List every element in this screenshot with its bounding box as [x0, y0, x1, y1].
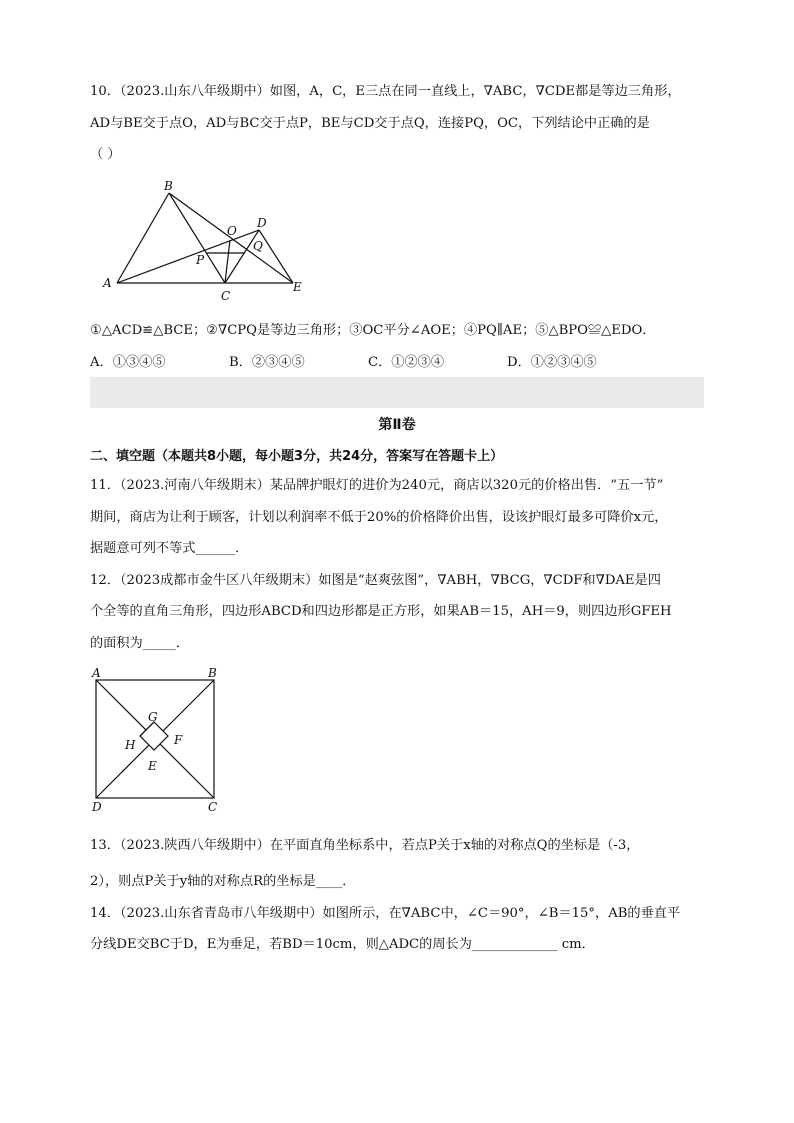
q12-figure [88, 666, 228, 816]
q12-line-3: 的面积为_____． [90, 636, 189, 651]
label-C: C [221, 289, 231, 303]
label-D: D [257, 216, 267, 230]
q13-line-1: 13．（2023.陕西八年级期中）在平面直角坐标系中，若点P关于x轴的对称点Q的坐标是（-3， [90, 838, 640, 853]
label-F: F [174, 733, 183, 747]
label-H: H [125, 738, 136, 752]
q10-line-3: （ ） [90, 147, 121, 162]
q10-option-a[interactable]: A．①③④⑤ [90, 355, 166, 370]
label-B: B [164, 179, 173, 193]
q11-line-1: 11．（2023.河南八年级期末）某品牌护眼灯的进价为240元，商店以320元的价格出售．“五一节” [90, 478, 664, 493]
seg-BC [169, 193, 225, 283]
q12-line-1: 12．（2023成都市金牛区八年级期末）如图是“赵爽弦图”，∇ABH，∇BCG，∇CDF和∇DAE是四 [90, 573, 661, 588]
label-G: G [148, 710, 158, 724]
q13-line-2: 2），则点P关于y轴的对称点R的坐标是____． [90, 874, 356, 889]
section-heading: 二、填空题（本题共8小题，每小题3分，共24分，答案写在答题卡上） [90, 449, 504, 464]
q12-line-2: 个全等的直角三角形，四边形ABCD和四边形都是正方形，如果AB＝15，AH＝9，则四边形GFEH [90, 604, 672, 619]
q10-statements: ①△ACD≌△BCE；②∇CPQ是等边三角形；③OC平分∠AOE；④PQ∥AE；⑤△BPO≌△EDO． [90, 323, 656, 338]
label-D: D [92, 800, 102, 814]
seg-DE [259, 230, 293, 283]
separator-bar [90, 377, 704, 408]
q11-line-3: 据题意可列不等式______． [90, 541, 249, 556]
seg-BE [169, 193, 293, 283]
part2-title: 第Ⅱ卷 [378, 417, 416, 433]
label-E: E [148, 759, 157, 773]
label-E: E [293, 280, 302, 294]
q10-option-c[interactable]: C．①②③④ [368, 355, 445, 370]
q10-option-b[interactable]: B．②③④⑤ [229, 355, 305, 370]
label-C: C [208, 800, 218, 814]
q10-figure [95, 175, 315, 303]
q14-line-2: 分线DE交BC于D，E为垂足，若BD＝10cm，则△ADC的周长为_____________ cm． [90, 937, 595, 952]
q14-line-1: 14．（2023.山东省青岛市八年级期中）如图所示，在∇ABC中，∠C＝90°，∠B＝15°，AB的垂直平 [90, 906, 681, 921]
label-A: A [103, 276, 112, 290]
q10-line-1: 10．（2023.山东八年级期中）如图，A，C，E三点在同一直线上，∇ABC，∇CDE都是等边三角形， [90, 84, 681, 99]
label-A: A [92, 666, 101, 680]
label-Q: Q [253, 239, 263, 253]
label-O: O [227, 224, 237, 238]
q10-line-2: AD与BE交于点O，AD与BC交于点P，BE与CD交于点Q，连接PQ，OC，下列结论中正确的是 [90, 116, 650, 131]
q10-option-d[interactable]: D．①②③④⑤ [507, 355, 597, 370]
seg-AB [117, 193, 169, 283]
square-GFEH [140, 722, 168, 750]
label-B: B [208, 666, 217, 680]
seg-AD [117, 230, 259, 283]
label-P: P [196, 253, 205, 267]
q11-line-2: 期间，商店为让利于顾客，计划以利润率不低于20%的价格降价出售，设该护眼灯最多可降价x元， [90, 510, 668, 525]
